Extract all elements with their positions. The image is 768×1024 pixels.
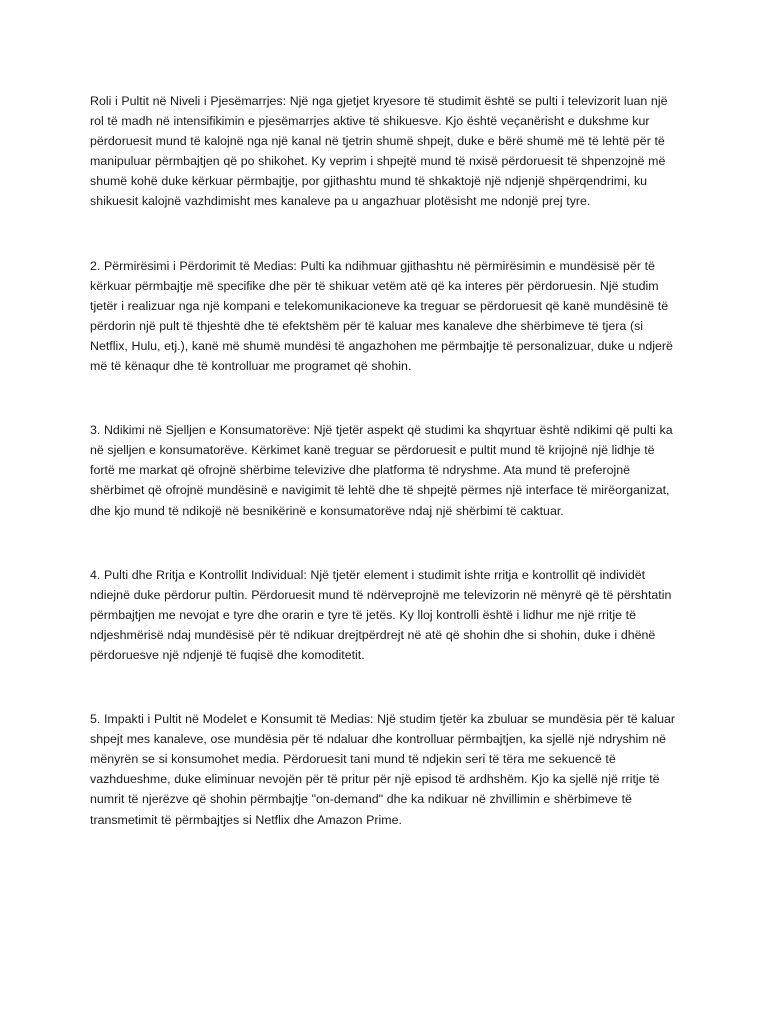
paragraph-media-use-improvement: 2. Përmirësimi i Përdorimit të Medias: Pulti ka ndihmuar gjithashtu në përmirësimin e mundësisë për të kërkuar përmbajtje më specifike dhe për të shikuar vetëm atë që ka interes për përdoruesin. Një studim tjetër i realizuar nga një kompani e telekomunikacioneve ka treguar se përdoruesit që kanë mundësinë të përdorin një pult të thjeshtë dhe të efektshëm për të kaluar mes kanaleve dhe shërbimeve të tjera (si Netflix, Hulu, etj.), kanë më shumë mundësi të angazhohen me përmbajtje të personalizuar, duke u ndjerë më të kënaqur dhe të kontrolluar me programet që shohin. bbox=[90, 258, 673, 374]
paragraph-consumption-models: 5. Impakti i Pultit në Modelet e Konsumit të Medias: Një studim tjetër ka zbuluar se mundësia për të kaluar shpejt mes kanaleve, ose mundësia për të ndaluar dhe kontrolluar përmbajtjen, ka sjellë një ndryshim në mënyrën se si konsumohet media. Përdoruesit tani mund të ndjekin seri të tëra me sekuencë të vazhdueshme, duke eliminuar nevojën për të pritur për një episod të ardhshëm. Kjo ka sjellë një rritje të numrit të njerëzve që shohin përmbajtje "on-demand" dhe ka ndikuar në zhvillimin e shërbimeve të transmetimit të përmbajtjes si Netflix dhe Amazon Prime. bbox=[90, 712, 676, 827]
paragraph-individual-control: 4. Pulti dhe Rritja e Kontrollit Individual: Një tjetër element i studimit ishte rritja e kontrollit që individët ndiejnë duke përdorur pultin. Përdoruesit mund të ndërveprojnë me televizorin në mënyrë që të përshtatin përmbajtjen me nevojat e tyre dhe orarin e tyre të jetës. Ky lloj kontrolli është i lidhur me një rritje të ndjeshmërisë ndaj mundësisë për të ndikuar drejtpërdrejt në atë që shohin dhe si shohin, duke i dhënë përdoruesve një ndjenjë të fuqisë dhe komoditetit. bbox=[90, 567, 672, 662]
paragraph-participation-role: Roli i Pultit në Niveli i Pjesëmarrjes: Një nga gjetjet kryesore të studimit është se pulti i televizorit luan një rol të madh në intensifikimin e pjesëmarrjes aktive të shikuesve. Kjo është veçanërisht e dukshme kur përdoruesit mund të kalojnë nga një kanal në tjetrin shumë shpejt, duke e bërë shumë më të lehtë për të manipuluar përmbajtjen që po shikohet. Ky veprim i shpejtë mund të nxisë përdoruesit të shpenzojnë më shumë kohë duke kërkuar përmbajtje, por gjithashtu mund të shkaktojë një ndjenjë shpërqendrimi, ku shikuesit kalojnë vazhdimisht mes kanaleve pa u angazhuar plotësisht me ndonjë prej tyre. bbox=[90, 94, 668, 209]
paragraph-consumer-behavior: 3. Ndikimi në Sjelljen e Konsumatorëve: Një tjetër aspekt që studimi ka shqyrtuar është ndikimi që pulti ka në sjelljen e konsumatorëve. Kërkimet kanë treguar se përdoruesit e pultit mund të krijojnë një lidhje të fortë me markat që ofrojnë shërbime televizive dhe platforma të ndryshme. Ata mund të preferojnë shërbimet që ofrojnë mundësinë e navigimit të lehtë dhe të shpejtë përmes një interface të mirëorganizat, dhe kjo mund të ndikojë në besnikërinë e konsumatorëve ndaj një shërbimi të caktuar. bbox=[90, 423, 673, 518]
document-body bbox=[90, 91, 682, 830]
